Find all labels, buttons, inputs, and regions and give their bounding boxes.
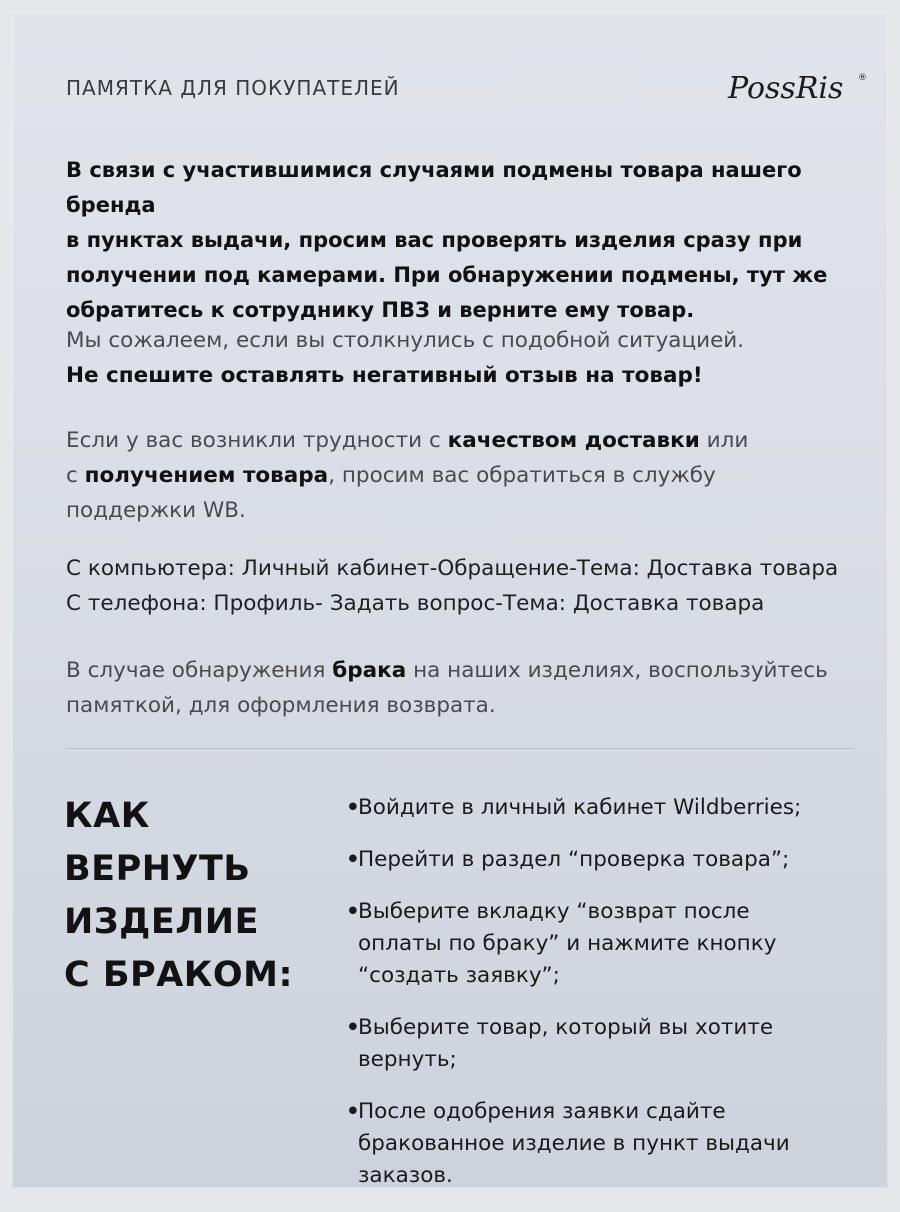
return-step [346,1096,866,1192]
support-paths [66,551,866,621]
registered-mark: ® [858,73,867,83]
computer-path: С компьютера: Личный кабинет-Обращение-Тема: Доставка товара [66,556,839,581]
defect-paragraph [66,653,866,723]
warning-paragraph [66,153,866,328]
defect-text-1: В случае обнаружения [66,658,333,683]
step-line: заказов. [358,1163,453,1188]
return-heading [64,790,344,1002]
sorry-line-1: Мы сожалеем, если вы столкнулись с подобной ситуацией. [66,328,745,353]
trouble-text-2: или [699,428,749,453]
return-step [346,844,866,876]
return-step [346,1012,866,1076]
step-line: оплаты по браку” и нажмите кнопку [358,931,777,956]
bullet-icon: • [346,1015,360,1040]
step-line: Выберите товар, который вы хотите [358,1015,774,1040]
return-step [346,792,866,824]
sorry-paragraph [66,323,866,393]
step-line: вернуть; [358,1047,457,1072]
trouble-paragraph [66,423,866,528]
return-heading-line-2: ИЗДЕЛИЕ [64,902,260,942]
step-line: бракованное изделие в пункт выдачи [358,1131,790,1156]
bullet-icon: • [346,899,360,924]
brand-logo [724,62,874,112]
return-step [346,896,866,992]
section-divider [66,748,854,749]
delivery-quality-emphasis: качеством доставки [447,428,700,453]
brand-logo-text: PossRis [728,71,844,106]
step-line: После одобрения заявки сдайте [358,1099,726,1124]
leaflet-card [12,12,888,1188]
trouble-text-4: , просим вас обратиться в службу [328,463,716,488]
warning-line-4: обратитесь к сотруднику ПВЗ и верните ему товар. [66,298,695,322]
return-steps-list [346,792,866,1212]
step-line: Перейти в раздел “проверка товара”; [358,847,790,872]
defect-emphasis: брака [332,658,407,683]
defect-text-2: на наших изделиях, воспользуйтесь [406,658,828,683]
return-heading-line-3: С БРАКОМ: [64,955,293,995]
step-line: Войдите в личный кабинет Wildberries; [358,795,802,820]
bullet-icon: • [346,847,360,872]
bullet-icon: • [346,1099,360,1124]
phone-path: С телефона: Профиль- Задать вопрос-Тема: Доставка товара [66,591,765,616]
defect-text-3: памяткой, для оформления возврата. [66,693,496,718]
leaflet-title: ПАМЯТКА ДЛЯ ПОКУПАТЕЛЕЙ [66,76,400,100]
return-heading-line-1: КАК ВЕРНУТЬ [64,796,251,889]
sorry-line-2: Не спешите оставлять негативный отзыв на товар! [66,363,703,388]
trouble-text-5: поддержки WB. [66,498,246,523]
warning-line-2: в пунктах выдачи, просим вас проверять изделия сразу при [66,228,803,252]
step-line: “создать заявку”; [358,963,560,988]
trouble-text-1: Если у вас возникли трудности с [66,428,448,453]
warning-line-1: В связи с участившимися случаями подмены товара нашего бренда [66,158,802,217]
trouble-text-3: с [66,463,85,488]
step-line: Выберите вкладку “возврат после [358,899,750,924]
receipt-emphasis: получением товара [84,463,329,488]
warning-line-3: получении под камерами. При обнаружении подмены, тут же [66,263,828,287]
bullet-icon: • [346,795,360,820]
